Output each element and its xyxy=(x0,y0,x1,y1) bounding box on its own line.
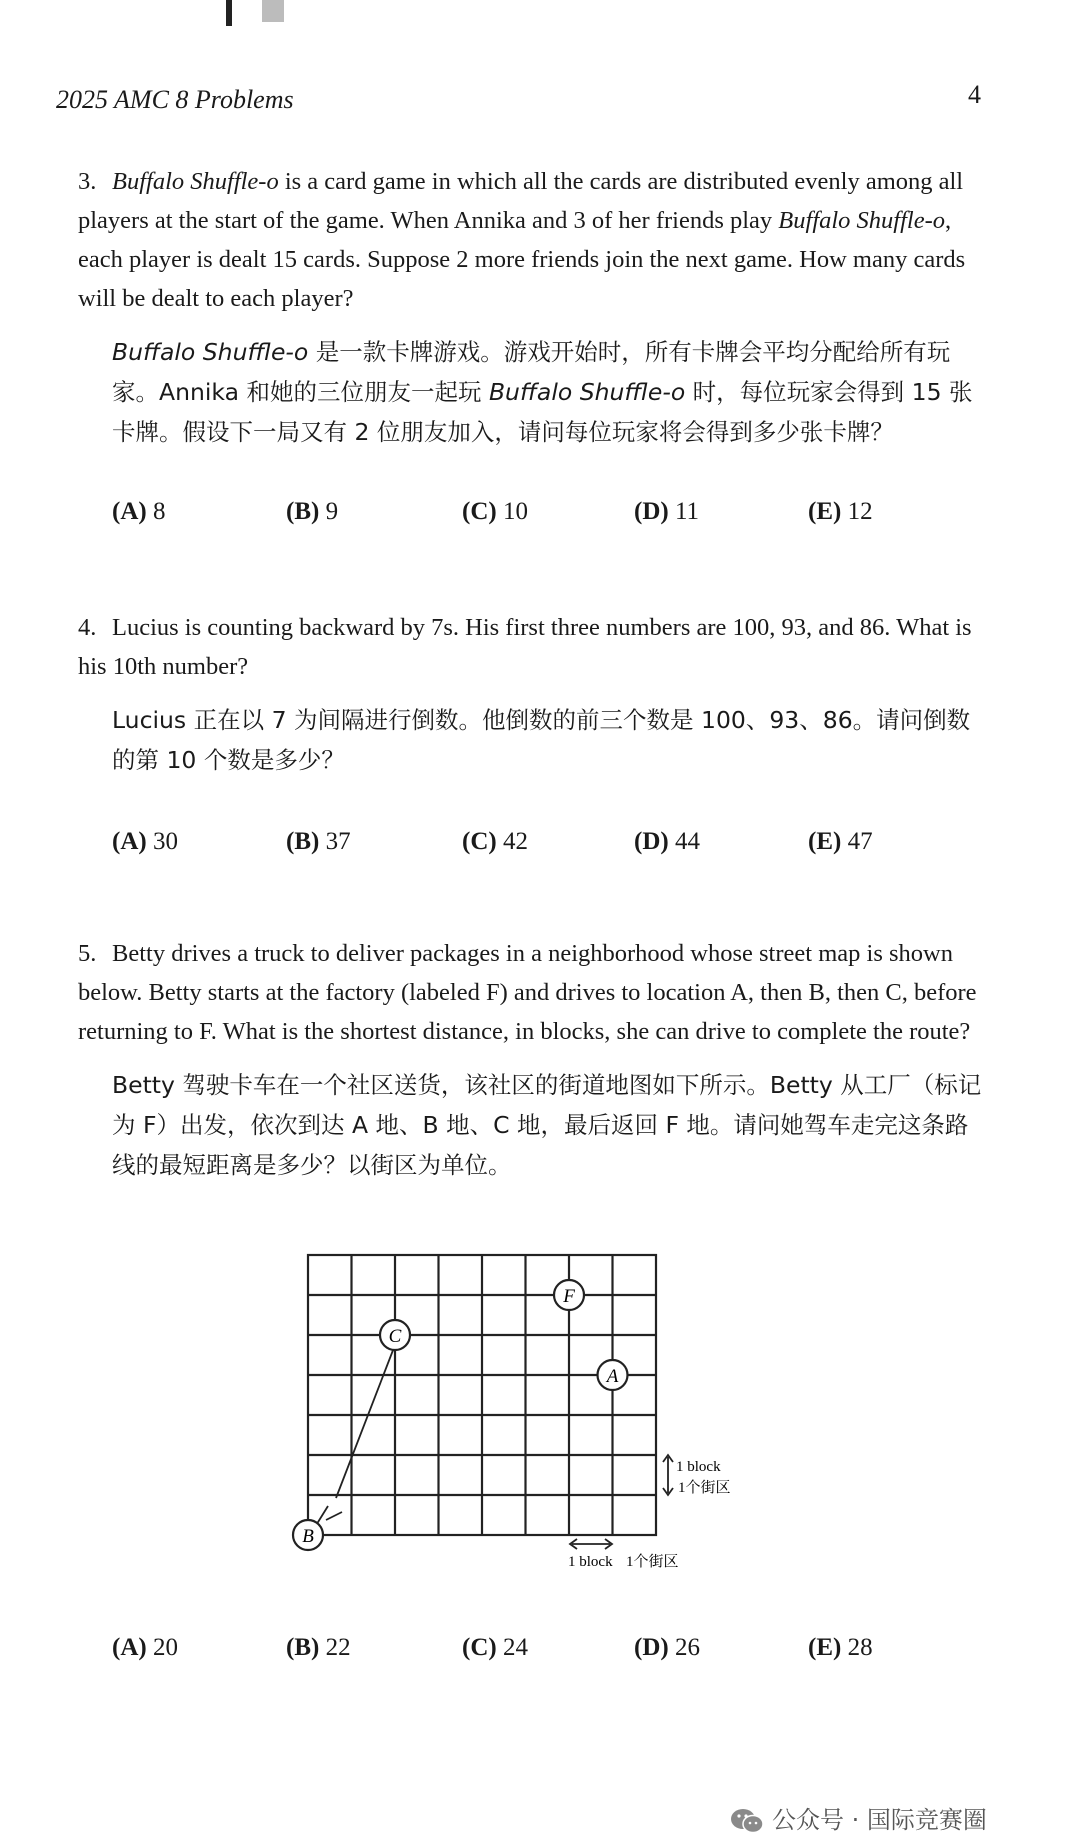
problem-4-english: 4. Lucius is counting backward by 7s. His first three numbers are 100, 93, and 86. What is his 10th number? xyxy=(78,608,990,686)
choice-e: (E) 12 xyxy=(808,498,873,525)
point-a xyxy=(598,1360,628,1390)
street-map xyxy=(290,1250,770,1570)
choice-b: (B) 9 xyxy=(286,498,339,525)
svg-text:B: B xyxy=(302,1526,314,1547)
vertical-scale-zh: 1个街区 xyxy=(678,1480,731,1496)
problem-number: 5. xyxy=(78,940,97,967)
horizontal-scale-en: 1 block xyxy=(568,1554,613,1570)
wechat-icon xyxy=(730,1808,764,1834)
choice-c: (C) 42 xyxy=(462,828,528,855)
problem-3 xyxy=(78,162,990,452)
choice-b: (B) 22 xyxy=(286,1634,351,1661)
problem-5 xyxy=(78,934,990,1185)
street-map-figure xyxy=(290,1250,770,1570)
svg-text:C: C xyxy=(388,1326,402,1347)
choice-a: (A) 30 xyxy=(112,828,178,855)
svg-text:F: F xyxy=(563,1286,575,1307)
watermark xyxy=(730,1800,987,1834)
problem-4 xyxy=(78,608,990,780)
svg-text:A: A xyxy=(606,1366,619,1387)
scan-mark-gray xyxy=(262,0,284,22)
choice-e: (E) 47 xyxy=(808,828,873,855)
choice-d: (D) 44 xyxy=(634,828,700,855)
page-header-title: 2025 AMC 8 Problems xyxy=(56,85,294,114)
choice-a: (A) 20 xyxy=(112,1634,178,1661)
problem-4-choices xyxy=(112,828,992,860)
street-grid xyxy=(308,1255,656,1535)
choice-d: (D) 11 xyxy=(634,498,700,525)
choice-c: (C) 24 xyxy=(462,1634,528,1661)
vertical-scale-en: 1 block xyxy=(676,1459,721,1475)
problem-5-chinese: Betty 驾驶卡车在一个社区送货，该社区的街道地图如下所示。Betty 从工厂（标记为 F）出发，依次到达 A 地、B 地、C 地，最后返回 F 地。请问她驾车走完这条路线的最短距离是多少？以街区为单位。 xyxy=(112,1071,982,1179)
problem-3-choices xyxy=(112,498,992,530)
problem-number: 4. xyxy=(78,614,97,641)
point-f xyxy=(554,1280,584,1310)
vertical-scale xyxy=(663,1455,673,1495)
point-b xyxy=(293,1520,323,1550)
problem-3-english: 3. Buffalo Shuffle-o is a card game in which all the cards are distributed evenly among all players at the start of the game. When Annika and 3 of her friends play Buffalo Shuffle-o, each player is dealt 15 cards. Suppose 2 more friends join the next game. How many cards will be dealt to each player? xyxy=(78,162,990,318)
choice-c: (C) 10 xyxy=(462,498,528,525)
problem-5-english: 5. Betty drives a truck to deliver packages in a neighborhood whose street map is shown below. Betty starts at the factory (labeled F) and drives to location A, then B, then C, before returning to F. What is the shortest distance, in blocks, she can drive to complete the route? xyxy=(78,934,990,1051)
choice-b: (B) 37 xyxy=(286,828,351,855)
problem-4-chinese: Lucius 正在以 7 为间隔进行倒数。他倒数的前三个数是 100、93、86。请问倒数的第 10 个数是多少？ xyxy=(112,706,971,774)
horizontal-scale-zh: 1个街区 xyxy=(626,1554,679,1570)
scan-mark xyxy=(226,0,232,26)
choice-d: (D) 26 xyxy=(634,1634,700,1661)
problem-5-choices xyxy=(112,1634,992,1666)
game-title: Buffalo Shuffle-o xyxy=(778,207,946,234)
choice-e: (E) 28 xyxy=(808,1634,873,1661)
watermark-text: 公众号 · 国际竞赛圈 xyxy=(772,1806,987,1834)
game-title: Buffalo Shuffle-o xyxy=(112,168,279,195)
horizontal-scale xyxy=(570,1539,612,1549)
point-c xyxy=(380,1320,410,1350)
choice-a: (A) 8 xyxy=(112,498,166,525)
problem-3-chinese: Buffalo Shuffle-o 是一款卡牌游戏。游戏开始时，所有卡牌会平均分配给所有玩家。Annika 和她的三位朋友一起玩 Buffalo Shuffle-o 时，每位玩家会得到 15 张卡牌。假设下一局又有 2 位朋友加入，请问每位玩家将会得到多少张卡牌？ xyxy=(112,338,973,446)
problem-number: 3. xyxy=(78,168,97,195)
page-number: 4 xyxy=(968,80,981,109)
